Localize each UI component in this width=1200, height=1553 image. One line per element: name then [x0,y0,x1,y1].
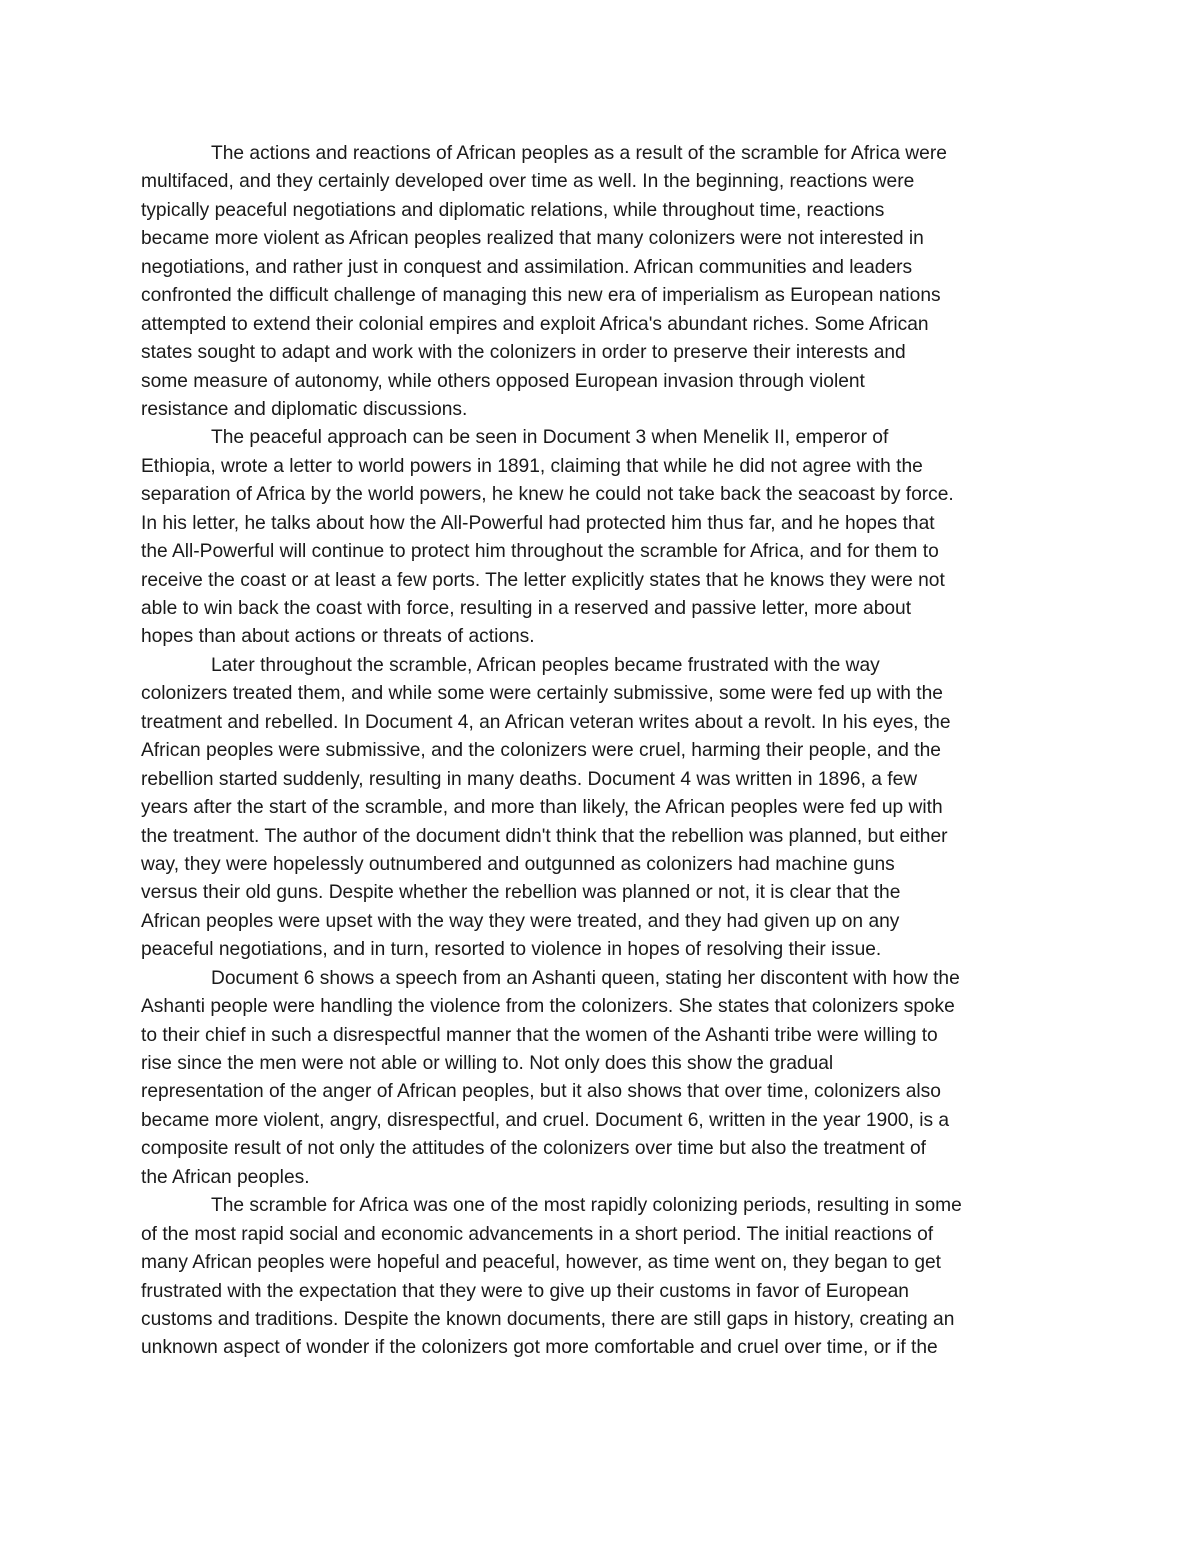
paragraph-line: states sought to adapt and work with the colonizers in order to preserve their interests and [141,342,906,364]
paragraph-line: of the most rapid social and economic advancements in a short period. The initial reactions of [141,1223,934,1245]
paragraph-line: hopes than about actions or threats of actions. [141,626,535,648]
paragraph-line: Ashanti people were handling the violence from the colonizers. She states that colonizers spoke [141,996,955,1018]
paragraph-line: years after the start of the scramble, and more than likely, the African peoples were fed up with [141,797,943,819]
paragraph-line: In his letter, he talks about how the All-Powerful had protected him thus far, and he hopes that [141,512,935,534]
paragraph-line: separation of Africa by the world powers, he knew he could not take back the seacoast by force. [141,484,954,506]
paragraph-line: peaceful negotiations, and in turn, resorted to violence in hopes of resolving their issue. [141,939,882,961]
paragraph-line: treatment and rebelled. In Document 4, an African veteran writes about a revolt. In his eyes, the [141,711,951,733]
paragraph-line: The actions and reactions of African peoples as a result of the scramble for Africa were [211,143,947,164]
paragraph-2 [141,424,1061,652]
paragraph-line: composite result of not only the attitudes of the colonizers over time but also the treatment of [141,1138,926,1160]
paragraph-line: the treatment. The author of the document didn't think that the rebellion was planned, but either [141,825,948,847]
paragraph-line: typically peaceful negotiations and diplomatic relations, while throughout time, reactions [141,199,885,221]
paragraph-line: Ethiopia, wrote a letter to world powers in 1891, claiming that while he did not agree with the [141,455,923,477]
paragraph-line: became more violent as African peoples realized that many colonizers were not interested in [141,228,924,250]
paragraph-line: Document 6 shows a speech from an Ashanti queen, stating her discontent with how the [211,967,960,989]
paragraph-line: the African peoples. [141,1166,310,1188]
paragraph-line: colonizers treated them, and while some were certainly submissive, some were fed up with the [141,683,943,705]
paragraph-line: way, they were hopelessly outnumbered and outgunned as colonizers had machine guns [141,853,895,875]
paragraph-line: rise since the men were not able or willing to. Not only does this show the gradual [141,1053,834,1074]
paragraph-line: attempted to extend their colonial empires and exploit Africa's abundant riches. Some African [141,313,929,335]
paragraph-line: the All-Powerful will continue to protect him throughout the scramble for Africa, and for them to [141,541,939,563]
paragraph-line: representation of the anger of African peoples, but it also shows that over time, colonizers also [141,1081,941,1103]
paragraph-line: Later throughout the scramble, African peoples became frustrated with the way [211,654,880,676]
paragraph-line: The peaceful approach can be seen in Document 3 when Menelik II, emperor of [211,427,889,449]
paragraph-line: rebellion started suddenly, resulting in many deaths. Document 4 was written in 1896, a few [141,768,918,790]
paragraph-line: receive the coast or at least a few ports. The letter explicitly states that he knows they were not [141,569,945,591]
paragraph-line: versus their old guns. Despite whether the rebellion was planned or not, it is clear that the [141,882,901,904]
paragraph-5 [141,1192,1061,1363]
paragraph-line: African peoples were submissive, and the colonizers were cruel, harming their people, and the [141,740,941,762]
paragraph-4 [141,965,1061,1193]
paragraph-1 [141,140,1061,424]
paragraph-3 [141,652,1061,965]
paragraph-line: African peoples were upset with the way they were treated, and they had given up on any [141,910,900,932]
paragraph-line: multifaced, and they certainly developed over time as well. In the beginning, reactions were [141,171,915,193]
paragraph-line: resistance and diplomatic discussions. [141,398,468,420]
paragraph-line: to their chief in such a disrespectful manner that the women of the Ashanti tribe were willing to [141,1024,938,1046]
paragraph-line: able to win back the coast with force, resulting in a reserved and passive letter, more about [141,598,912,619]
paragraph-line: The scramble for Africa was one of the most rapidly colonizing periods, resulting in some [211,1195,962,1217]
paragraph-line: some measure of autonomy, while others opposed European invasion through violent [141,370,865,392]
paragraph-line: became more violent, angry, disrespectful, and cruel. Document 6, written in the year 1900, is a [141,1109,950,1131]
paragraph-line: confronted the difficult challenge of managing this new era of imperialism as European nations [141,285,941,307]
paragraph-line: frustrated with the expectation that they were to give up their customs in favor of European [141,1280,909,1302]
paragraph-line: negotiations, and rather just in conquest and assimilation. African communities and leaders [141,256,913,278]
paragraph-line: unknown aspect of wonder if the colonizers got more comfortable and cruel over time, or if the [141,1337,938,1359]
paragraph-line: many African peoples were hopeful and peaceful, however, as time went on, they began to get [141,1252,941,1274]
essay-body [141,140,1061,1363]
paragraph-line: customs and traditions. Despite the known documents, there are still gaps in history, creating an [141,1308,955,1330]
